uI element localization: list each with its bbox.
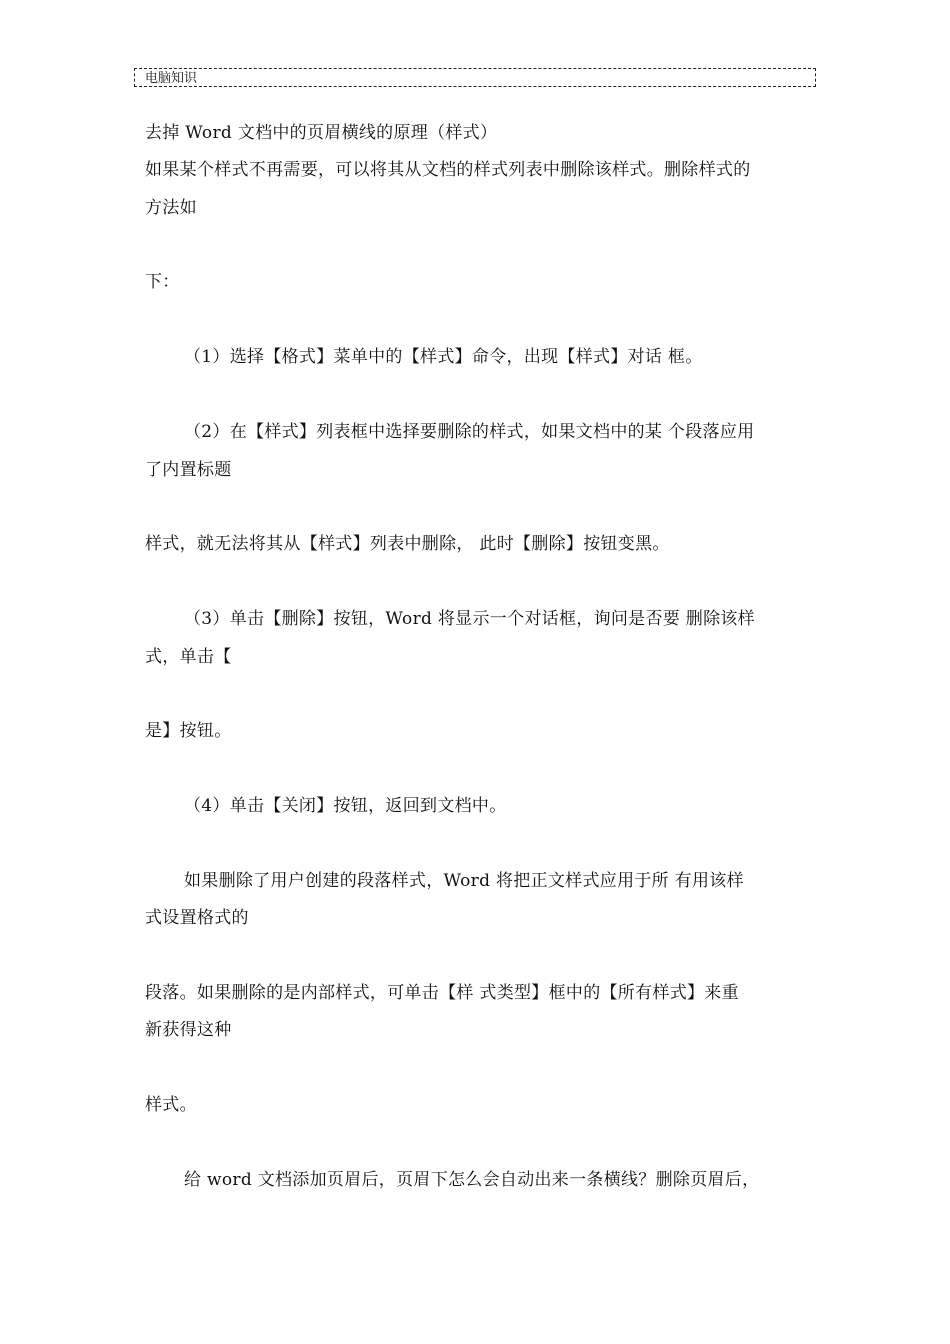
step-4: （4）单击【关闭】按钮，返回到文档中。 bbox=[184, 796, 507, 816]
paragraph-line: 如果某个样式不再需要，可以将其从文档的样式列表中删除该样式。删除样式的 bbox=[145, 160, 751, 180]
step-2-line: 了内置标题 bbox=[145, 460, 232, 480]
paragraph-line: 新获得这种 bbox=[145, 1020, 232, 1040]
step-1: （1）选择【格式】菜单中的【样式】命令，出现【样式】对话 框。 bbox=[184, 347, 703, 367]
paragraph-line: 如果删除了用户创建的段落样式，Word 将把正文样式应用于所 有用该样 bbox=[184, 871, 744, 891]
step-2-line: 样式，就无法将其从【样式】列表中删除， 此时【删除】按钮变黑。 bbox=[145, 534, 670, 554]
paragraph-line: 样式。 bbox=[145, 1095, 197, 1115]
document-title: 去掉 Word 文档中的页眉横线的原理（样式） bbox=[145, 123, 498, 143]
paragraph-line: 方法如 bbox=[145, 198, 197, 218]
step-2-line: （2）在【样式】列表框中选择要删除的样式，如果文档中的某 个段落应用 bbox=[184, 422, 755, 442]
paragraph-line: 下： bbox=[145, 272, 180, 292]
paragraph-line: 给 word 文档添加页眉后，页眉下怎么会自动出来一条横线？删除页眉后， bbox=[184, 1170, 760, 1190]
paragraph-line: 段落。如果删除的是内部样式，可单击【样 式类型】框中的【所有样式】来重 bbox=[145, 983, 739, 1003]
page-header bbox=[134, 68, 816, 87]
step-3-line: 式，单击【 bbox=[145, 647, 232, 667]
header-label: 电脑知识 bbox=[145, 71, 198, 86]
step-3-line: 是】按钮。 bbox=[145, 721, 232, 741]
paragraph-line: 式设置格式的 bbox=[145, 908, 249, 928]
step-3-line: （3）单击【删除】按钮，Word 将显示一个对话框，询问是否要 删除该样 bbox=[184, 609, 755, 629]
